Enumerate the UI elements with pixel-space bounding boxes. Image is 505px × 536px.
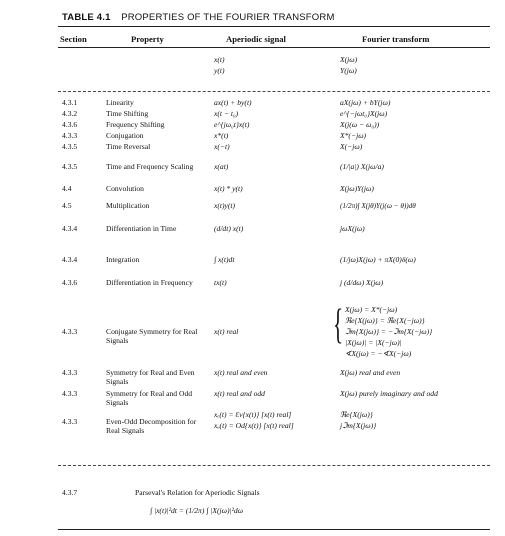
row-transform-line: ℑm{X(jω)} = −ℑm{X(−jω)}	[345, 327, 433, 336]
row-section: 4.3.3	[62, 368, 78, 377]
row-property: Multiplication	[106, 201, 150, 210]
row-signal: x(t) * y(t)	[214, 184, 243, 193]
row-transform: X(−jω)	[340, 142, 363, 151]
parseval-title: Parseval's Relation for Aperiodic Signals	[135, 488, 260, 497]
row-signal: x*(t)	[214, 131, 229, 140]
row-section: 4.3.6	[62, 278, 78, 287]
row-transform-line: |X(jω)| = |X(−jω)|	[345, 338, 402, 347]
top-rule	[58, 26, 490, 27]
row-signal: x(−t)	[214, 142, 230, 151]
row-property: Time Reversal	[106, 142, 151, 151]
row-transform: e^{−jωt₀}X(jω)	[340, 109, 388, 118]
table-caption	[62, 12, 335, 23]
row-transform-line: ℜe{X(jω)} = ℜe{X(−jω)}	[345, 316, 425, 325]
row-signal: x(t) real and odd	[214, 389, 265, 398]
row-transform: X*(−jω)	[340, 131, 367, 140]
dashed-separator	[58, 91, 490, 92]
row-transform: X(jω)Y(jω)	[340, 184, 374, 193]
row-signal-line: xₒ(t) = Od{x(t)} [x(t) real]	[214, 421, 294, 430]
row-transform: X(j(ω − ω₀))	[340, 120, 380, 129]
row-signal-line: xₑ(t) = Ɛv{x(t)} [x(t) real]	[214, 410, 292, 419]
row-property: Time and Frequency Scaling	[106, 162, 194, 171]
row-signal: x(at)	[214, 162, 229, 171]
table-label: TABLE 4.1	[62, 12, 111, 23]
row-section: 4.3.4	[62, 255, 78, 264]
row-transform-line: X(jω) = X*(−jω)	[345, 305, 398, 314]
row-transform: X(jω) real and even	[340, 368, 401, 377]
row-transform: j (d/dω) X(jω)	[340, 278, 384, 287]
row-property: Convolution	[106, 184, 144, 193]
signal-x: x(t)	[214, 55, 225, 64]
row-section: 4.4	[62, 184, 72, 193]
bottom-rule	[58, 529, 490, 530]
header-property: Property	[131, 34, 164, 44]
parseval-section: 4.3.7	[62, 488, 78, 497]
row-signal: tx(t)	[214, 278, 227, 287]
row-transform: (1/|a|) X(jω/a)	[340, 162, 384, 171]
row-property: Linearity	[106, 98, 134, 107]
row-property: Differentiation in Time	[106, 224, 177, 233]
row-signal: x(t)y(t)	[214, 201, 236, 210]
transform-x: X(jω)	[340, 55, 358, 64]
transform-y: Y(jω)	[340, 66, 357, 75]
row-transform: aX(jω) + bY(jω)	[340, 98, 391, 107]
row-signal: ax(t) + by(t)	[214, 98, 252, 107]
brace: {	[333, 302, 344, 348]
row-transform: X(jω) purely imaginary and odd	[340, 389, 438, 398]
row-transform: jωX(jω)	[340, 224, 365, 233]
row-signal: x(t) real	[214, 327, 239, 336]
row-section: 4.3.1	[62, 98, 78, 107]
row-signal: e^{jω₀t}x(t)	[214, 120, 250, 129]
row-property: Conjugate Symmetry for Real Signals	[106, 327, 198, 345]
parseval-equation: ∫ |x(t)|²dt = (1/2π) ∫ |X(jω)|²dω	[150, 506, 244, 515]
row-section: 4.3.3	[62, 327, 78, 336]
row-section: 4.3.3	[62, 389, 78, 398]
header-section: Section	[60, 34, 87, 44]
row-signal: ∫ x(t)dt	[214, 255, 235, 264]
header-fourier-transform: Fourier transform	[362, 34, 430, 44]
signal-y: y(t)	[214, 66, 225, 75]
row-section: 4.3.6	[62, 120, 78, 129]
row-property: Differentiation in Frequency	[106, 278, 193, 287]
row-section: 4.3.5	[62, 142, 78, 151]
row-property: Symmetry for Real and Odd Signals	[106, 389, 193, 407]
row-transform-line: ℜe{X(jω)}	[340, 410, 373, 419]
row-property: Symmetry for Real and Even Signals	[106, 368, 195, 386]
row-transform: (1/jω)X(jω) + πX(0)δ(ω)	[340, 255, 416, 264]
row-transform: (1/2π)∫ X(jθ)Y(j(ω − θ))dθ	[340, 202, 416, 210]
row-transform-line: ∢X(jω) = −∢X(−jω)	[345, 349, 412, 358]
row-section: 4.3.5	[62, 162, 78, 171]
header-aperiodic-signal: Aperiodic signal	[226, 34, 286, 44]
row-section: 4.3.3	[62, 417, 78, 426]
header-rule	[58, 47, 490, 48]
row-section: 4.3.2	[62, 109, 78, 118]
row-property: Even-Odd Decomposition for Real Signals	[106, 417, 197, 435]
row-signal: x(t − t₀)	[214, 109, 239, 118]
row-property: Time Shifting	[106, 109, 149, 118]
row-signal: x(t) real and even	[214, 368, 268, 377]
row-property: Conjugation	[106, 131, 144, 140]
dashed-separator	[58, 465, 490, 466]
table-title: PROPERTIES OF THE FOURIER TRANSFORM	[121, 12, 335, 23]
row-section: 4.3.4	[62, 224, 78, 233]
row-section: 4.3.3	[62, 131, 78, 140]
row-transform-line: jℑm{X(jω)}	[340, 421, 377, 430]
row-property: Frequency Shifting	[106, 120, 165, 129]
row-signal: (d/dt) x(t)	[214, 224, 244, 233]
row-section: 4.5	[62, 201, 72, 210]
row-property: Integration	[106, 255, 140, 264]
